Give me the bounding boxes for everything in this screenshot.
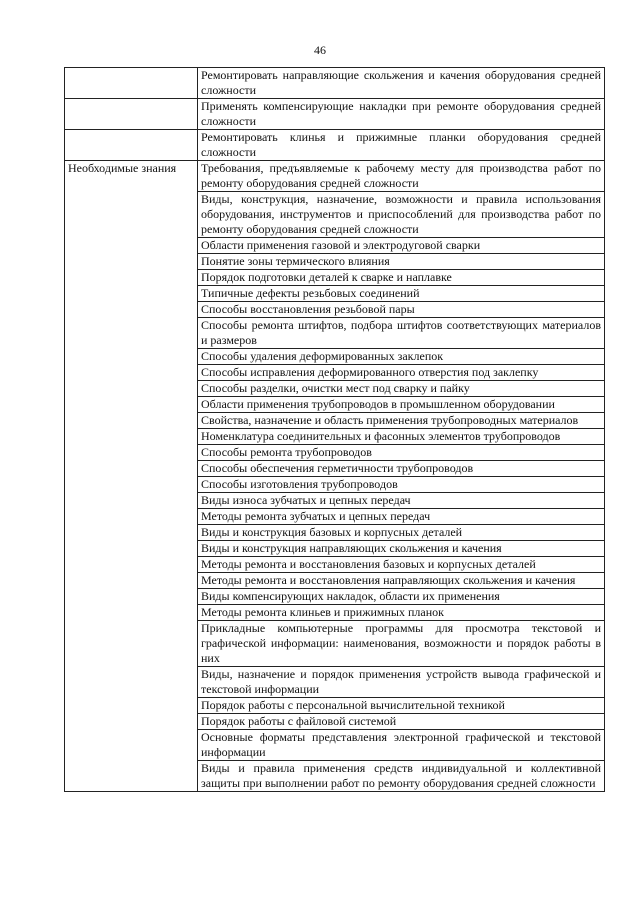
requirement-cell: Виды и правила применения средств индивидуальной и коллективной защиты при выполнении работ по ремонту оборудования средней сложности	[198, 761, 605, 792]
requirement-cell: Способы исправления деформированного отверстия под заклепку	[198, 365, 605, 381]
knowledge-label: Необходимые знания	[65, 161, 198, 792]
requirement-cell: Применять компенсирующие накладки при ремонте оборудования средней сложности	[198, 99, 605, 130]
requirement-cell: Методы ремонта клиньев и прижимных планок	[198, 605, 605, 621]
category-cell	[65, 68, 198, 99]
requirement-cell: Типичные дефекты резьбовых соединений	[198, 286, 605, 302]
requirement-cell: Прикладные компьютерные программы для просмотра текстовой и графической информации: наименования, возможности и порядок работы в них	[198, 621, 605, 667]
requirement-cell: Виды компенсирующих накладок, области их применения	[198, 589, 605, 605]
requirement-cell: Свойства, назначение и область применения трубопроводных материалов	[198, 413, 605, 429]
table-row	[65, 99, 605, 130]
requirement-cell: Методы ремонта и восстановления базовых и корпусных деталей	[198, 557, 605, 573]
requirement-cell: Требования, предъявляемые к рабочему месту для производства работ по ремонту оборудования средней сложности	[198, 161, 605, 192]
category-cell	[65, 99, 198, 130]
requirement-cell: Области применения трубопроводов в промышленном оборудовании	[198, 397, 605, 413]
requirement-cell: Области применения газовой и электродуговой сварки	[198, 238, 605, 254]
requirement-cell: Виды и конструкция направляющих скольжения и качения	[198, 541, 605, 557]
requirement-cell: Номенклатура соединительных и фасонных элементов трубопроводов	[198, 429, 605, 445]
requirement-cell: Способы восстановления резьбовой пары	[198, 302, 605, 318]
requirements-table-body	[65, 68, 605, 792]
requirement-cell: Ремонтировать клинья и прижимные планки оборудования средней сложности	[198, 130, 605, 161]
requirements-table	[64, 67, 605, 792]
requirement-cell: Виды и конструкция базовых и корпусных деталей	[198, 525, 605, 541]
page-number: 46	[314, 43, 326, 57]
requirement-cell: Способы изготовления трубопроводов	[198, 477, 605, 493]
requirement-cell: Методы ремонта зубчатых и цепных передач	[198, 509, 605, 525]
requirement-cell: Понятие зоны термического влияния	[198, 254, 605, 270]
requirement-cell: Способы ремонта трубопроводов	[198, 445, 605, 461]
requirement-cell: Способы разделки, очистки мест под сварку и пайку	[198, 381, 605, 397]
requirement-cell: Виды, конструкция, назначение, возможности и правила использования оборудования, инструментов и приспособлений для производства работ по ремонту оборудования средней сложности	[198, 192, 605, 238]
table-row	[65, 161, 605, 192]
requirement-cell: Виды износа зубчатых и цепных передач	[198, 493, 605, 509]
requirement-cell: Порядок работы с персональной вычислительной техникой	[198, 698, 605, 714]
requirement-cell: Порядок подготовки деталей к сварке и наплавке	[198, 270, 605, 286]
requirement-cell: Способы ремонта штифтов, подбора штифтов соответствующих материалов и размеров	[198, 318, 605, 349]
requirement-cell: Основные форматы представления электронной графической и текстовой информации	[198, 730, 605, 761]
requirement-cell: Способы обеспечения герметичности трубопроводов	[198, 461, 605, 477]
requirement-cell: Ремонтировать направляющие скольжения и качения оборудования средней сложности	[198, 68, 605, 99]
category-cell	[65, 130, 198, 161]
table-row	[65, 130, 605, 161]
requirement-cell: Методы ремонта и восстановления направляющих скольжения и качения	[198, 573, 605, 589]
requirement-cell: Виды, назначение и порядок применения устройств вывода графической и текстовой информации	[198, 667, 605, 698]
table-row	[65, 68, 605, 99]
requirement-cell: Способы удаления деформированных заклепок	[198, 349, 605, 365]
requirement-cell: Порядок работы с файловой системой	[198, 714, 605, 730]
